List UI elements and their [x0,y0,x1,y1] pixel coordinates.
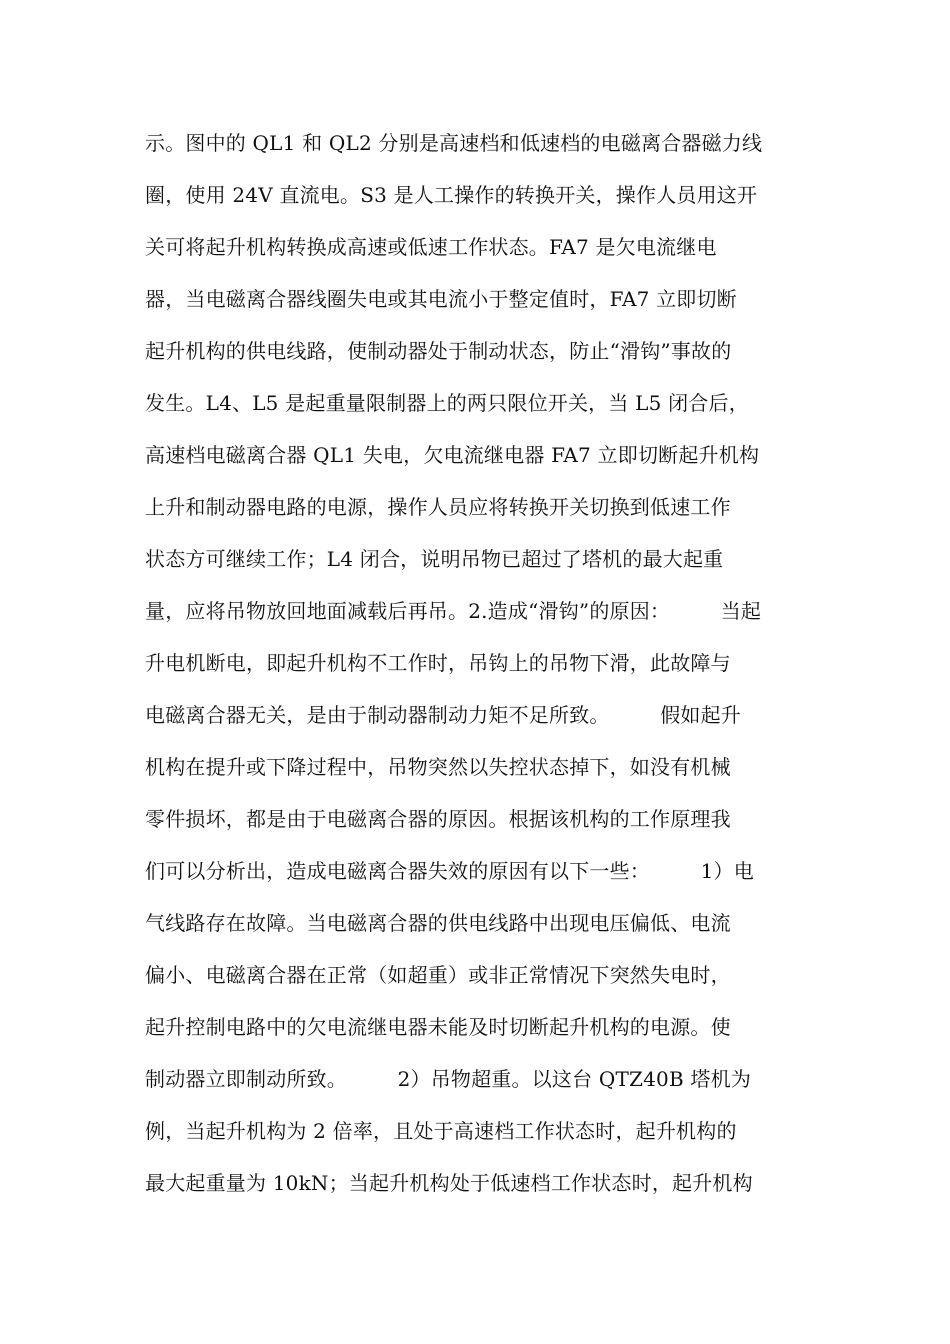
text-line: 起升机构的供电线路，使制动器处于制动状态，防止“滑钩”事故的 [145,339,732,363]
body-text [145,117,825,1209]
text-line: 关可将起升机构转换成高速或低速工作状态。FA7 是欠电流继电 [145,235,717,259]
text-line: 机构在提升或下降过程中，吊物突然以失控状态掉下，如没有机械 [145,755,731,779]
text-line: 上升和制动器电路的电源，操作人员应将转换开关切换到低速工作 [145,495,731,519]
text-line: 零件损坏，都是由于电磁离合器的原因。根据该机构的工作原理我 [145,807,731,831]
text-line: 起升控制电路中的欠电流继电器未能及时切断起升机构的电源。使 [145,1015,731,1039]
text-line: 制动器立即制动所致。 2）吊物超重。以这台 QTZ40B 塔机为 [145,1067,752,1091]
text-line: 示。图中的 QL1 和 QL2 分别是高速档和低速档的电磁离合器磁力线 [145,131,763,155]
text-line: 升电机断电，即起升机构不工作时，吊钩上的吊物下滑，此故障与 [145,651,731,675]
text-line: 最大起重量为 10kN；当起升机构处于低速档工作状态时，起升机构 [145,1171,753,1195]
text-line: 器，当电磁离合器线圈失电或其电流小于整定值时，FA7 立即切断 [145,287,737,311]
text-line: 量，应将吊物放回地面减载后再吊。2.造成“滑钩”的原因： 当起 [145,599,762,623]
text-line: 们可以分析出，造成电磁离合器失效的原因有以下一些： 1）电 [145,859,754,883]
text-line: 状态方可继续工作；L4 闭合，说明吊物已超过了塔机的最大起重 [145,547,724,571]
text-line: 气线路存在故障。当电磁离合器的供电线路中出现电压偏低、电流 [145,911,731,935]
text-line: 高速档电磁离合器 QL1 失电，欠电流继电器 FA7 立即切断起升机构 [145,443,760,467]
text-line: 例，当起升机构为 2 倍率，且处于高速档工作状态时，起升机构的 [145,1119,737,1143]
text-line: 发生。L4、L5 是起重量限制器上的两只限位开关，当 L5 闭合后， [145,391,749,415]
text-line: 圈，使用 24V 直流电。S3 是人工操作的转换开关，操作人员用这开 [145,183,758,207]
text-line: 电磁离合器无关，是由于制动器制动力矩不足所致。 假如起升 [145,703,741,727]
text-line: 偏小、电磁离合器在正常（如超重）或非正常情况下突然失电时， [145,963,731,987]
